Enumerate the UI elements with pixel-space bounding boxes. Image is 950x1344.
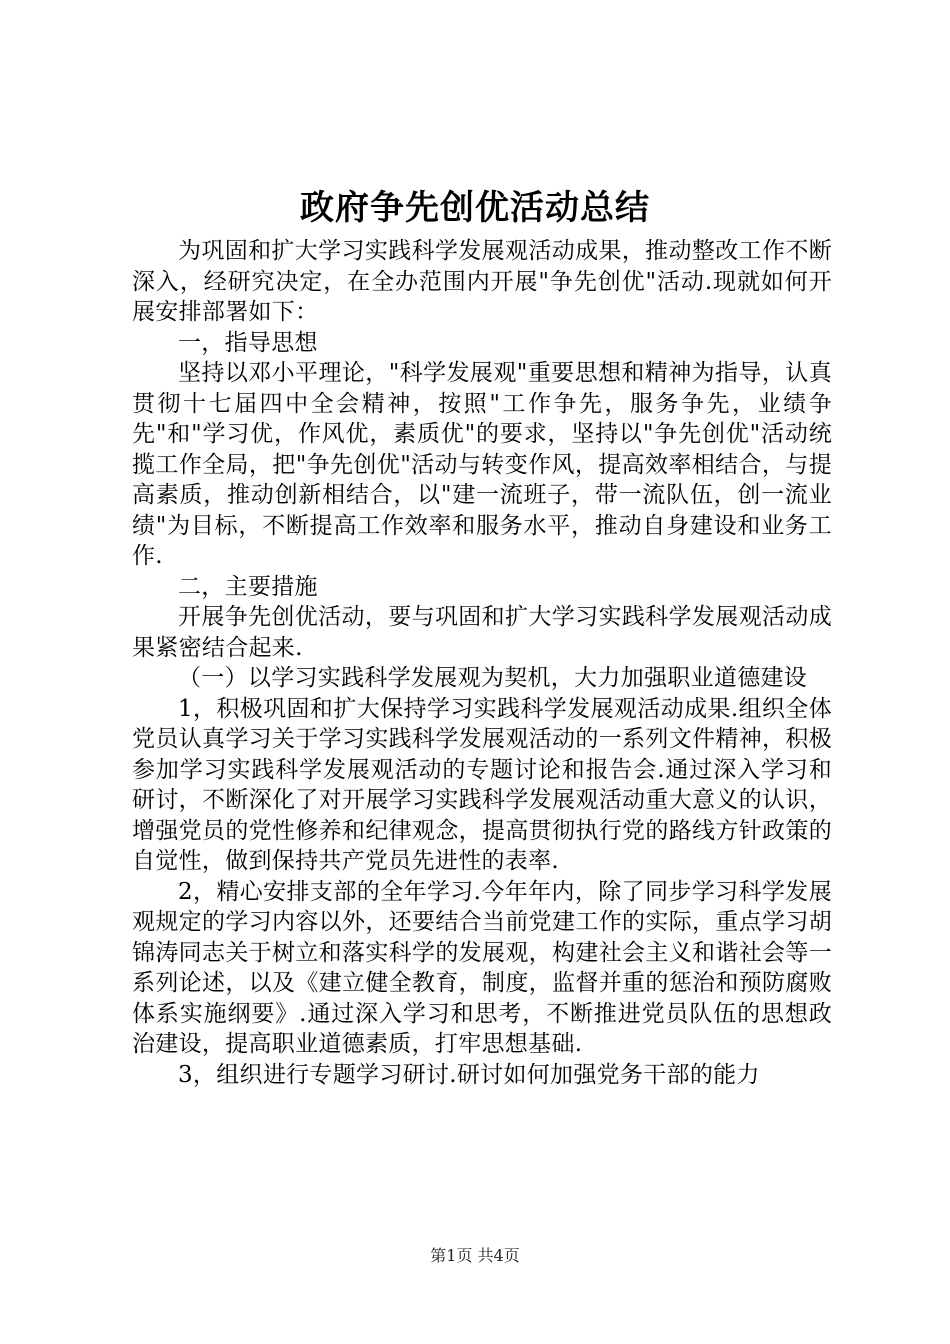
paragraph-item-1: 1，积极巩固和扩大保持学习实践科学发展观活动成果.组织全体党员认真学习关于学习实践科学发展观活动的一系列文件精神，积极参加学习实践科学发展观活动的专题讨论和报告会.通过深入学习和研讨，不断深化了对开展学习实践科学发展观活动重大意义的认识，增强党员的党性修养和纪律观念，提高贯彻执行党的路线方针政策的自觉性，做到保持共产党员先进性的表率. xyxy=(132,695,832,874)
paragraph-item-3: 3，组织进行专题学习研讨.研讨如何加强党务干部的能力 xyxy=(178,1061,760,1088)
section-heading-main-measures: 二，主要措施 xyxy=(178,573,318,600)
page-number-footer: 第1页 共4页 xyxy=(430,1246,520,1265)
paragraph-item-2: 2，精心安排支部的全年学习.今年年内，除了同步学习科学发展观规定的学习内容以外，还要结合当前党建工作的实际，重点学习胡锦涛同志关于树立和落实科学的发展观，构建社会主义和谐社会等一系列论述，以及《建立健全教育，制度，监督并重的惩治和预防腐败体系实施纲要》.通过深入学习和思考，不断推进党员队伍的思想政治建设，提高职业道德素质，打牢思想基础. xyxy=(132,878,832,1057)
paragraph-intro: 为巩固和扩大学习实践科学发展观活动成果，推动整改工作不断深入，经研究决定，在全办范围内开展"争先创优"活动.现就如何开展安排部署如下： xyxy=(132,238,832,325)
paragraph-guiding-thought: 坚持以邓小平理论，"科学发展观"重要思想和精神为指导，认真贯彻十七届四中全会精神，按照"工作争先，服务争先，业绩争先"和"学习优，作风优，素质优"的要求，坚持以"争先创优"活动统揽工作全局，把"争先创优"活动与转变作风，提高效率相结合，与提高素质，推动创新相结合，以"建一流班子，带一流队伍，创一流业绩"为目标，不断提高工作效率和服务水平，推动自身建设和业务工作. xyxy=(132,360,832,569)
subsection-heading-1: （一）以学习实践科学发展观为契机，大力加强职业道德建设 xyxy=(178,665,808,691)
section-heading-guiding-thought: 一，指导思想 xyxy=(178,329,318,356)
document-title: 政府争先创优活动总结 xyxy=(300,188,650,228)
document-body xyxy=(132,236,832,1090)
paragraph-main-measures: 开展争先创优活动，要与巩固和扩大学习实践科学发展观活动成果紧密结合起来. xyxy=(132,604,832,661)
